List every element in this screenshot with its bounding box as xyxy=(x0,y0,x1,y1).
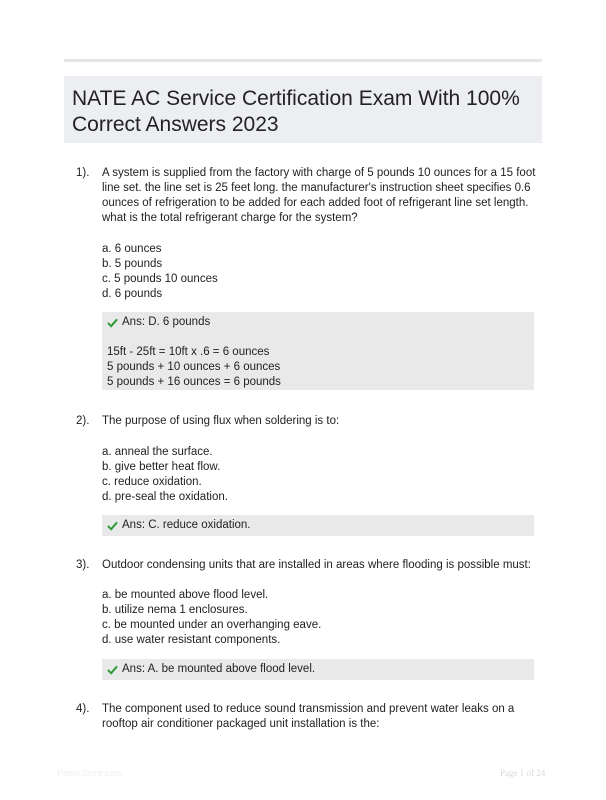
question-text: Outdoor condensing units that are installed in areas where flooding is possible must: xyxy=(102,559,531,571)
option-c: c. 5 pounds 10 ounces xyxy=(102,273,218,285)
top-divider xyxy=(64,59,542,62)
option-b: b. utilize nema 1 enclosures. xyxy=(102,604,248,616)
option-list xyxy=(102,445,522,505)
option-c: c. be mounted under an overhanging eave. xyxy=(102,619,322,631)
answer-box xyxy=(102,312,534,390)
answer-box xyxy=(102,659,534,680)
page-number: Page 1 of 24 xyxy=(500,768,546,778)
check-icon xyxy=(107,520,118,531)
question-text: A system is supplied from the factory with charge of 5 pounds 10 ounces for a 15 foot line set. the line set is 25 feet long. the manufacturer's instruction sheet specifies 0.6 ounces of refrigeration to be added for each added foot of refrigerant line set length. what is the total refrigerant charge for the system? xyxy=(102,167,536,224)
answer-explanation xyxy=(107,345,528,390)
option-d: d. use water resistant components. xyxy=(102,634,281,646)
option-a: a. anneal the surface. xyxy=(102,446,213,458)
question-number: 1). xyxy=(76,167,90,179)
option-list xyxy=(102,242,522,302)
option-d: d. pre-seal the oxidation. xyxy=(102,491,228,503)
page-title: NATE AC Service Certification Exam With 100% Correct Answers 2023 xyxy=(72,87,520,136)
question-number: 2). xyxy=(76,415,90,427)
check-icon xyxy=(107,664,118,675)
explanation-line: 5 pounds + 16 ounces = 6 pounds xyxy=(107,376,281,388)
title-banner xyxy=(64,76,542,143)
explanation-line: 5 pounds + 10 ounces + 6 ounces xyxy=(107,361,281,373)
answer-box xyxy=(102,515,534,536)
option-c: c. reduce oxidation. xyxy=(102,476,202,488)
explanation-line: 15ft - 25ft = 10ft x .6 = 6 ounces xyxy=(107,346,270,358)
option-list xyxy=(102,588,522,648)
question-number: 3). xyxy=(76,559,90,571)
option-a: a. 6 ounces xyxy=(102,243,162,255)
option-b: b. 5 pounds xyxy=(102,258,163,270)
question-text: The purpose of using flux when soldering is to: xyxy=(102,415,340,427)
check-icon xyxy=(107,317,118,328)
answer-text: Ans: C. reduce oxidation. xyxy=(122,519,251,531)
option-d: d. 6 pounds xyxy=(102,288,163,300)
answer-text: Ans: D. 6 pounds xyxy=(122,316,211,328)
question-text: The component used to reduce sound transmission and prevent water leaks on a rooftop air conditioner packaged unit installation is the: xyxy=(102,703,515,730)
option-a: a. be mounted above flood level. xyxy=(102,589,269,601)
option-b: b. give better heat flow. xyxy=(102,461,221,473)
question-number: 4). xyxy=(76,703,90,715)
answer-text: Ans: A. be mounted above flood level. xyxy=(122,663,316,675)
footer-watermark: PaperStore.com xyxy=(57,768,123,778)
